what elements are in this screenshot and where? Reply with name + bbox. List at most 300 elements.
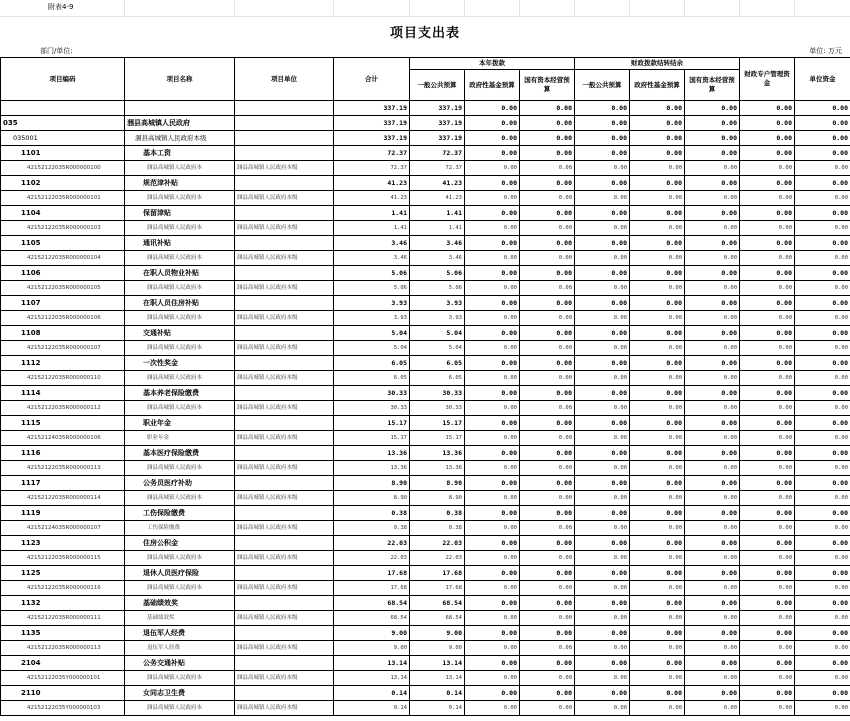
cell-zero: 0.00 bbox=[575, 341, 630, 356]
cell-zero: 0.00 bbox=[740, 371, 795, 386]
table-row bbox=[1, 296, 850, 311]
cell-zero: 0.00 bbox=[630, 116, 685, 131]
table-row bbox=[1, 491, 850, 506]
cell-zero: 0.00 bbox=[740, 191, 795, 206]
cell-zero: 0.00 bbox=[575, 116, 630, 131]
cell-zero: 0.00 bbox=[740, 611, 795, 626]
table-row bbox=[1, 401, 850, 416]
cell-zero: 0.00 bbox=[795, 146, 850, 161]
cell-total: 6.05 bbox=[334, 371, 410, 386]
cell-total: 13.14 bbox=[334, 656, 410, 671]
cell-code: 42152122035Y000000103 bbox=[1, 701, 125, 716]
cell-unit bbox=[235, 326, 334, 341]
cell-general: 72.37 bbox=[410, 161, 465, 176]
table-row bbox=[1, 551, 850, 566]
cell-total: 15.17 bbox=[334, 416, 410, 431]
cell-zero: 0.00 bbox=[795, 551, 850, 566]
cell-total: 0.14 bbox=[334, 686, 410, 701]
cell-zero: 0.00 bbox=[520, 176, 575, 191]
cell-general: 5.04 bbox=[410, 326, 465, 341]
cell-name: 职业年金 bbox=[125, 416, 235, 431]
cell-general: 22.03 bbox=[410, 536, 465, 551]
cell-unit bbox=[235, 146, 334, 161]
cell-code: 035001 bbox=[1, 131, 125, 146]
table-row bbox=[1, 356, 850, 371]
cell-zero: 0.00 bbox=[520, 641, 575, 656]
table-row bbox=[1, 416, 850, 431]
col-header-unit: 项目单位 bbox=[235, 58, 334, 101]
annex-label: 附表4-9 bbox=[48, 3, 74, 11]
cell-zero: 0.00 bbox=[465, 131, 520, 146]
cell-code: 1104 bbox=[1, 206, 125, 221]
cell-zero: 0.00 bbox=[630, 671, 685, 686]
cell-zero: 0.00 bbox=[795, 236, 850, 251]
cell-unit bbox=[235, 131, 334, 146]
cell-total: 17.68 bbox=[334, 566, 410, 581]
cell-code: 42152122035R000000103 bbox=[1, 221, 125, 236]
cell-zero: 0.00 bbox=[575, 266, 630, 281]
table-row bbox=[1, 371, 850, 386]
cell-zero: 0.00 bbox=[520, 116, 575, 131]
cell-zero: 0.00 bbox=[740, 146, 795, 161]
cell-general: 6.05 bbox=[410, 371, 465, 386]
cell-name: 涠县高城镇人民政府本 bbox=[125, 311, 235, 326]
cell-name: 基本养老保险缴费 bbox=[125, 386, 235, 401]
cell-total: 72.37 bbox=[334, 146, 410, 161]
cell-zero: 0.00 bbox=[740, 506, 795, 521]
cell-zero: 0.00 bbox=[630, 536, 685, 551]
cell-zero: 0.00 bbox=[795, 401, 850, 416]
unit-label: 单位: 万元 bbox=[809, 47, 842, 55]
cell-code bbox=[1, 101, 125, 116]
cell-zero: 0.00 bbox=[520, 551, 575, 566]
cell-total: 5.06 bbox=[334, 266, 410, 281]
cell-zero: 0.00 bbox=[685, 491, 740, 506]
cell-zero: 0.00 bbox=[520, 446, 575, 461]
cell-code: 035 bbox=[1, 116, 125, 131]
cell-zero: 0.00 bbox=[740, 686, 795, 701]
cell-code: 1132 bbox=[1, 596, 125, 611]
table-row bbox=[1, 386, 850, 401]
cell-total: 41.23 bbox=[334, 191, 410, 206]
cell-zero: 0.00 bbox=[740, 356, 795, 371]
cell-zero: 0.00 bbox=[795, 536, 850, 551]
cell-general: 30.33 bbox=[410, 386, 465, 401]
cell-zero: 0.00 bbox=[520, 356, 575, 371]
cell-zero: 0.00 bbox=[740, 641, 795, 656]
cell-zero: 0.00 bbox=[685, 686, 740, 701]
cell-general: 0.14 bbox=[410, 686, 465, 701]
cell-total: 3.93 bbox=[334, 311, 410, 326]
cell-zero: 0.00 bbox=[575, 611, 630, 626]
cell-code: 1106 bbox=[1, 266, 125, 281]
cell-zero: 0.00 bbox=[520, 656, 575, 671]
cell-zero: 0.00 bbox=[630, 386, 685, 401]
table-row bbox=[1, 686, 850, 701]
cell-zero: 0.00 bbox=[795, 161, 850, 176]
cell-general: 5.06 bbox=[410, 266, 465, 281]
cell-unit bbox=[235, 101, 334, 116]
cell-unit: 涠县高城镇人民政府本级 bbox=[235, 461, 334, 476]
cell-total: 3.46 bbox=[334, 251, 410, 266]
cell-zero: 0.00 bbox=[575, 146, 630, 161]
cell-zero: 0.00 bbox=[685, 251, 740, 266]
cell-zero: 0.00 bbox=[685, 521, 740, 536]
cell-zero: 0.00 bbox=[575, 536, 630, 551]
cell-zero: 0.00 bbox=[630, 506, 685, 521]
cell-total: 337.19 bbox=[334, 116, 410, 131]
cell-zero: 0.00 bbox=[575, 686, 630, 701]
cell-unit bbox=[235, 206, 334, 221]
cell-zero: 0.00 bbox=[630, 296, 685, 311]
cell-code: 42152122035R000000112 bbox=[1, 401, 125, 416]
cell-unit bbox=[235, 266, 334, 281]
cell-total: 9.00 bbox=[334, 641, 410, 656]
cell-zero: 0.00 bbox=[685, 641, 740, 656]
cell-unit: 涠县高城镇人民政府本级 bbox=[235, 581, 334, 596]
cell-general: 8.90 bbox=[410, 491, 465, 506]
cell-zero: 0.00 bbox=[630, 281, 685, 296]
cell-name: 涠县高城镇人民政府本 bbox=[125, 161, 235, 176]
cell-code: 1112 bbox=[1, 356, 125, 371]
cell-zero: 0.00 bbox=[740, 266, 795, 281]
cell-zero: 0.00 bbox=[520, 101, 575, 116]
cell-code: 1116 bbox=[1, 446, 125, 461]
table-row bbox=[1, 701, 850, 716]
cell-zero: 0.00 bbox=[575, 521, 630, 536]
cell-zero: 0.00 bbox=[520, 296, 575, 311]
cell-total: 15.17 bbox=[334, 431, 410, 446]
cell-code: 42152122035R000000110 bbox=[1, 371, 125, 386]
cell-total: 3.93 bbox=[334, 296, 410, 311]
cell-zero: 0.00 bbox=[575, 581, 630, 596]
cell-total: 68.54 bbox=[334, 611, 410, 626]
cell-zero: 0.00 bbox=[630, 176, 685, 191]
cell-name: 涠县高城镇人民政府本级 bbox=[125, 131, 235, 146]
cell-zero: 0.00 bbox=[465, 701, 520, 716]
cell-zero: 0.00 bbox=[795, 116, 850, 131]
cell-zero: 0.00 bbox=[520, 206, 575, 221]
cell-zero: 0.00 bbox=[465, 416, 520, 431]
cell-unit: 涠县高城镇人民政府本级 bbox=[235, 371, 334, 386]
cell-zero: 0.00 bbox=[630, 521, 685, 536]
cell-zero: 0.00 bbox=[520, 281, 575, 296]
cell-unit bbox=[235, 536, 334, 551]
cell-zero: 0.00 bbox=[520, 536, 575, 551]
cell-zero: 0.00 bbox=[630, 611, 685, 626]
table-row bbox=[1, 626, 850, 641]
col-header-total: 合计 bbox=[334, 58, 410, 101]
table-row bbox=[1, 236, 850, 251]
cell-zero: 0.00 bbox=[465, 401, 520, 416]
cell-zero: 0.00 bbox=[465, 581, 520, 596]
cell-zero: 0.00 bbox=[795, 671, 850, 686]
table-row bbox=[1, 581, 850, 596]
cell-zero: 0.00 bbox=[795, 281, 850, 296]
cell-zero: 0.00 bbox=[630, 656, 685, 671]
cell-unit: 涠县高城镇人民政府本级 bbox=[235, 191, 334, 206]
cell-zero: 0.00 bbox=[795, 206, 850, 221]
cell-zero: 0.00 bbox=[465, 596, 520, 611]
cell-zero: 0.00 bbox=[465, 476, 520, 491]
cell-zero: 0.00 bbox=[520, 236, 575, 251]
cell-general: 41.23 bbox=[410, 191, 465, 206]
cell-unit bbox=[235, 116, 334, 131]
cell-unit: 涠县高城镇人民政府本级 bbox=[235, 551, 334, 566]
cell-unit: 涠县高城镇人民政府本级 bbox=[235, 401, 334, 416]
cell-zero: 0.00 bbox=[685, 281, 740, 296]
cell-unit: 涠县高城镇人民政府本级 bbox=[235, 491, 334, 506]
col-header-gov-fund-carry: 政府性基金预算 bbox=[630, 70, 685, 101]
cell-zero: 0.00 bbox=[795, 341, 850, 356]
cell-zero: 0.00 bbox=[795, 641, 850, 656]
cell-unit: 涠县高城镇人民政府本级 bbox=[235, 701, 334, 716]
cell-zero: 0.00 bbox=[465, 176, 520, 191]
cell-zero: 0.00 bbox=[740, 401, 795, 416]
col-header-unit-funds: 单位资金 bbox=[795, 58, 850, 101]
cell-code: 42152122035R000000113 bbox=[1, 641, 125, 656]
cell-general: 0.38 bbox=[410, 506, 465, 521]
cell-total: 6.05 bbox=[334, 356, 410, 371]
cell-zero: 0.00 bbox=[465, 101, 520, 116]
cell-zero: 0.00 bbox=[575, 296, 630, 311]
cell-unit bbox=[235, 626, 334, 641]
cell-zero: 0.00 bbox=[685, 566, 740, 581]
cell-name: 在职人员住房补贴 bbox=[125, 296, 235, 311]
cell-zero: 0.00 bbox=[630, 461, 685, 476]
cell-name: 基本医疗保险缴费 bbox=[125, 446, 235, 461]
cell-zero: 0.00 bbox=[740, 236, 795, 251]
cell-zero: 0.00 bbox=[575, 401, 630, 416]
cell-zero: 0.00 bbox=[630, 476, 685, 491]
col-header-state-capital: 国有资本经营预算 bbox=[520, 70, 575, 101]
cell-zero: 0.00 bbox=[465, 266, 520, 281]
cell-zero: 0.00 bbox=[630, 311, 685, 326]
cell-zero: 0.00 bbox=[740, 311, 795, 326]
cell-zero: 0.00 bbox=[465, 236, 520, 251]
cell-general: 30.33 bbox=[410, 401, 465, 416]
cell-unit bbox=[235, 476, 334, 491]
cell-zero: 0.00 bbox=[685, 386, 740, 401]
table-row bbox=[1, 341, 850, 356]
table-row bbox=[1, 191, 850, 206]
cell-zero: 0.00 bbox=[465, 536, 520, 551]
cell-general: 3.93 bbox=[410, 296, 465, 311]
cell-zero: 0.00 bbox=[740, 671, 795, 686]
cell-unit: 涠县高城镇人民政府本级 bbox=[235, 311, 334, 326]
cell-zero: 0.00 bbox=[575, 626, 630, 641]
cell-zero: 0.00 bbox=[465, 626, 520, 641]
cell-unit bbox=[235, 296, 334, 311]
cell-zero: 0.00 bbox=[630, 326, 685, 341]
cell-unit bbox=[235, 356, 334, 371]
cell-zero: 0.00 bbox=[740, 101, 795, 116]
cell-zero: 0.00 bbox=[685, 461, 740, 476]
cell-zero: 0.00 bbox=[575, 191, 630, 206]
cell-total: 8.90 bbox=[334, 491, 410, 506]
cell-zero: 0.00 bbox=[740, 296, 795, 311]
table-row bbox=[1, 326, 850, 341]
table-row bbox=[1, 596, 850, 611]
cell-zero: 0.00 bbox=[740, 161, 795, 176]
cell-zero: 0.00 bbox=[740, 281, 795, 296]
cell-zero: 0.00 bbox=[630, 581, 685, 596]
cell-zero: 0.00 bbox=[575, 251, 630, 266]
cell-zero: 0.00 bbox=[575, 656, 630, 671]
cell-general: 17.68 bbox=[410, 581, 465, 596]
col-group-current-year: 本年拨款 bbox=[410, 58, 575, 70]
cell-name: 在职人员物业补贴 bbox=[125, 266, 235, 281]
cell-zero: 0.00 bbox=[520, 401, 575, 416]
cell-zero: 0.00 bbox=[575, 701, 630, 716]
cell-zero: 0.00 bbox=[465, 326, 520, 341]
table-row bbox=[1, 536, 850, 551]
cell-zero: 0.00 bbox=[685, 131, 740, 146]
cell-zero: 0.00 bbox=[740, 656, 795, 671]
cell-zero: 0.00 bbox=[630, 566, 685, 581]
cell-zero: 0.00 bbox=[575, 386, 630, 401]
cell-unit bbox=[235, 416, 334, 431]
cell-code: 42152122035R000000114 bbox=[1, 491, 125, 506]
cell-unit bbox=[235, 506, 334, 521]
cell-general: 337.19 bbox=[410, 131, 465, 146]
cell-total: 17.68 bbox=[334, 581, 410, 596]
col-header-special-account: 财政专户管理资金 bbox=[740, 58, 795, 101]
cell-zero: 0.00 bbox=[630, 686, 685, 701]
cell-zero: 0.00 bbox=[630, 626, 685, 641]
cell-zero: 0.00 bbox=[685, 446, 740, 461]
cell-code: 42152122035R000000105 bbox=[1, 281, 125, 296]
cell-zero: 0.00 bbox=[630, 371, 685, 386]
cell-zero: 0.00 bbox=[740, 596, 795, 611]
cell-general: 13.14 bbox=[410, 656, 465, 671]
cell-zero: 0.00 bbox=[630, 191, 685, 206]
cell-unit: 涠县高城镇人民政府本级 bbox=[235, 161, 334, 176]
dept-label: 部门/单位: bbox=[40, 47, 73, 55]
cell-code: 1102 bbox=[1, 176, 125, 191]
cell-unit bbox=[235, 446, 334, 461]
cell-code: 42152122035R000000106 bbox=[1, 311, 125, 326]
cell-name: 保留津贴 bbox=[125, 206, 235, 221]
cell-total: 22.03 bbox=[334, 536, 410, 551]
cell-zero: 0.00 bbox=[685, 356, 740, 371]
table-row bbox=[1, 431, 850, 446]
cell-total: 0.14 bbox=[334, 701, 410, 716]
table-row bbox=[1, 176, 850, 191]
cell-zero: 0.00 bbox=[630, 131, 685, 146]
table-row bbox=[1, 146, 850, 161]
cell-unit: 涠县高城镇人民政府本级 bbox=[235, 641, 334, 656]
cell-zero: 0.00 bbox=[575, 176, 630, 191]
cell-name: 涠县高城镇人民政府本 bbox=[125, 341, 235, 356]
cell-code: 42152124035R000000107 bbox=[1, 521, 125, 536]
cell-total: 337.19 bbox=[334, 101, 410, 116]
cell-zero: 0.00 bbox=[520, 596, 575, 611]
cell-code: 42152122035R000000101 bbox=[1, 191, 125, 206]
cell-zero: 0.00 bbox=[520, 416, 575, 431]
cell-zero: 0.00 bbox=[465, 206, 520, 221]
col-header-name: 项目名称 bbox=[125, 58, 235, 101]
cell-unit bbox=[235, 176, 334, 191]
table-row bbox=[1, 161, 850, 176]
cell-zero: 0.00 bbox=[520, 251, 575, 266]
cell-zero: 0.00 bbox=[520, 161, 575, 176]
cell-name: 涠县高城镇人民政府本 bbox=[125, 671, 235, 686]
cell-zero: 0.00 bbox=[740, 536, 795, 551]
cell-zero: 0.00 bbox=[520, 431, 575, 446]
cell-zero: 0.00 bbox=[575, 326, 630, 341]
cell-code: 1117 bbox=[1, 476, 125, 491]
table-row bbox=[1, 251, 850, 266]
cell-zero: 0.00 bbox=[740, 221, 795, 236]
cell-total: 3.46 bbox=[334, 236, 410, 251]
cell-general: 1.41 bbox=[410, 221, 465, 236]
col-group-carryover: 财政拨款结转结余 bbox=[575, 58, 740, 70]
cell-zero: 0.00 bbox=[630, 221, 685, 236]
cell-zero: 0.00 bbox=[575, 161, 630, 176]
cell-zero: 0.00 bbox=[740, 491, 795, 506]
cell-zero: 0.00 bbox=[465, 551, 520, 566]
table-row bbox=[1, 116, 850, 131]
cell-zero: 0.00 bbox=[740, 461, 795, 476]
cell-general: 5.06 bbox=[410, 281, 465, 296]
cell-zero: 0.00 bbox=[465, 671, 520, 686]
cell-name: 涠县高城镇人民政府本 bbox=[125, 401, 235, 416]
cell-zero: 0.00 bbox=[795, 266, 850, 281]
col-header-general: 一般公共预算 bbox=[410, 70, 465, 101]
cell-zero: 0.00 bbox=[740, 341, 795, 356]
table-row bbox=[1, 446, 850, 461]
cell-zero: 0.00 bbox=[740, 446, 795, 461]
cell-unit bbox=[235, 656, 334, 671]
cell-zero: 0.00 bbox=[575, 491, 630, 506]
cell-code: 42152124035R000000106 bbox=[1, 431, 125, 446]
cell-name: 公务交通补贴 bbox=[125, 656, 235, 671]
cell-zero: 0.00 bbox=[630, 341, 685, 356]
project-expenditure-table bbox=[0, 57, 850, 716]
cell-general: 337.19 bbox=[410, 101, 465, 116]
cell-unit bbox=[235, 236, 334, 251]
cell-general: 13.14 bbox=[410, 671, 465, 686]
cell-zero: 0.00 bbox=[465, 491, 520, 506]
cell-zero: 0.00 bbox=[740, 551, 795, 566]
cell-code: 1107 bbox=[1, 296, 125, 311]
cell-total: 0.38 bbox=[334, 506, 410, 521]
cell-zero: 0.00 bbox=[630, 596, 685, 611]
cell-general: 22.03 bbox=[410, 551, 465, 566]
cell-zero: 0.00 bbox=[630, 641, 685, 656]
cell-zero: 0.00 bbox=[795, 581, 850, 596]
cell-name: 工伤保险缴费 bbox=[125, 506, 235, 521]
cell-zero: 0.00 bbox=[465, 521, 520, 536]
cell-zero: 0.00 bbox=[685, 506, 740, 521]
cell-unit: 涠县高城镇人民政府本级 bbox=[235, 671, 334, 686]
cell-code: 1101 bbox=[1, 146, 125, 161]
cell-unit bbox=[235, 686, 334, 701]
table-row bbox=[1, 476, 850, 491]
cell-zero: 0.00 bbox=[575, 476, 630, 491]
cell-zero: 0.00 bbox=[740, 176, 795, 191]
table-row bbox=[1, 311, 850, 326]
cell-zero: 0.00 bbox=[520, 521, 575, 536]
cell-zero: 0.00 bbox=[740, 431, 795, 446]
cell-code: 42152122035R000000116 bbox=[1, 581, 125, 596]
table-body bbox=[1, 101, 850, 716]
cell-name: 女同志卫生费 bbox=[125, 686, 235, 701]
cell-zero: 0.00 bbox=[520, 566, 575, 581]
cell-total: 337.19 bbox=[334, 131, 410, 146]
cell-name: 涠县高城镇人民政府本 bbox=[125, 581, 235, 596]
